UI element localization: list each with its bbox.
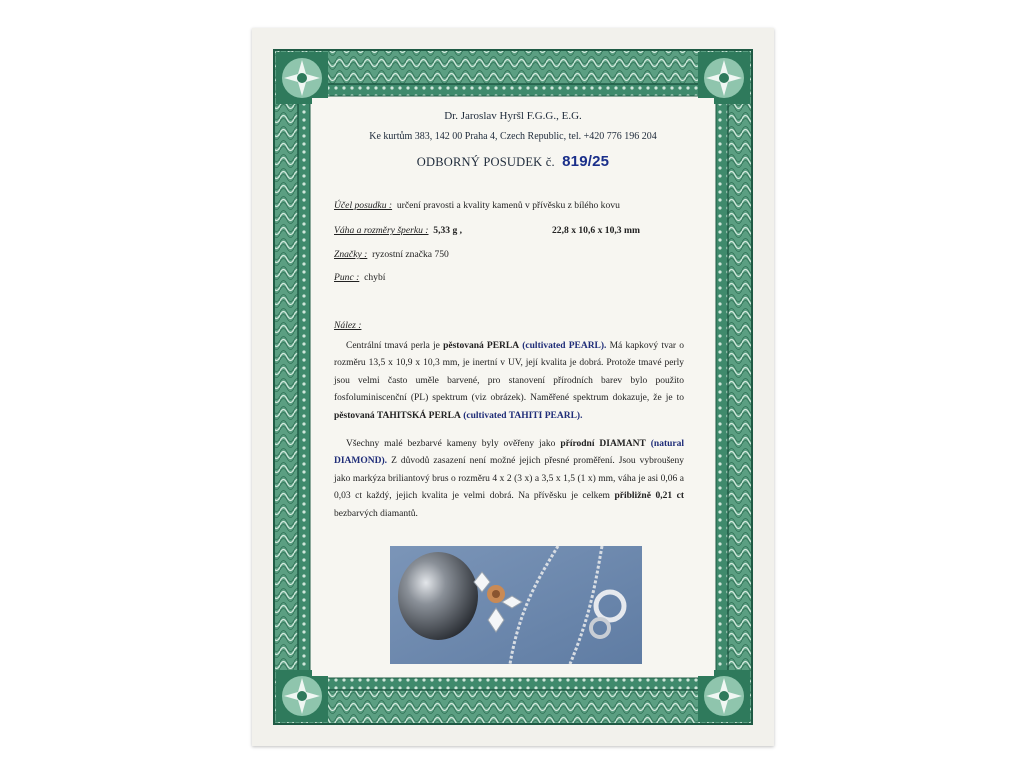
hallmark-row [334,272,385,283]
corner-rosette-icon [698,52,750,104]
marks-value: ryzostní značka 750 [372,249,449,260]
corner-rosette-icon [276,670,328,722]
corner-rosette-icon [698,670,750,722]
weight-row [334,225,462,236]
weight-label: Váha a rozměry šperku : [334,225,429,236]
certificate-page [252,28,774,746]
purpose-row [334,200,620,211]
weight-value: 5,33 g , [433,225,463,236]
report-number: 819/25 [562,153,610,170]
marks-label: Značky : [334,249,368,260]
hallmark-label: Punc : [334,272,360,283]
finding-label: Nález : [334,320,362,331]
purpose-value: určení pravosti a kvality kamenů v přívěsku z bílého kovu [396,200,620,211]
certificate-content [312,98,714,676]
report-title-text: ODBORNÝ POSUDEK č. [416,155,555,169]
corner-rosette-icon [276,52,328,104]
pendant-photo [390,546,642,664]
pendant-illustration [390,546,642,664]
issuer-address: Ke kurtům 383, 142 00 Praha 4, Czech Republic, tel. +420 776 196 204 [369,131,657,142]
hallmark-value: chybí [364,272,386,283]
report-title [312,153,714,170]
marks-row [334,249,449,260]
dimensions-value: 22,8 x 10,6 x 10,3 mm [552,225,640,236]
issuer-name: Dr. Jaroslav Hyršl F.G.G., E.G. [444,110,582,122]
purpose-label: Účel posudku : [334,200,393,211]
finding-paragraph-2: Všechny malé bezbarvé kameny byly ověřeny jako přírodní DIAMANT (natural DIAMOND). Z důvodů zasazení není možné jejich přesné proměření. Jsou vybroušeny jako markýza briliantový brus o rozměru 4 x 2 (3 x) a 3,5 x 1,5 (1 x) mm, váha je asi 0,06 a 0,03 ct každý, jejich kvalita je velmi dobrá. Na přívěsku je celkem přibližně 0,21 ct bezbarvých diamantů. [334,439,684,519]
finding-paragraph-1: Centrální tmavá perla je pěstovaná PERLA (cultivated PEARL). Má kapkový tvar o rozměru 13,5 x 10,9 x 10,3 mm, je inertní v UV, její kvalita je dobrá. Protože tmavé perly jsou velmi často uměle barvené, pro stanovení přírodních barev bylo použito fosfoluminiscenční (PL) spektrum (viz obrázek). Naměřené spektrum dokazuje, že je to pěstovaná TAHITSKÁ PERLA (cultivated TAHITI PEARL). [334,341,685,421]
